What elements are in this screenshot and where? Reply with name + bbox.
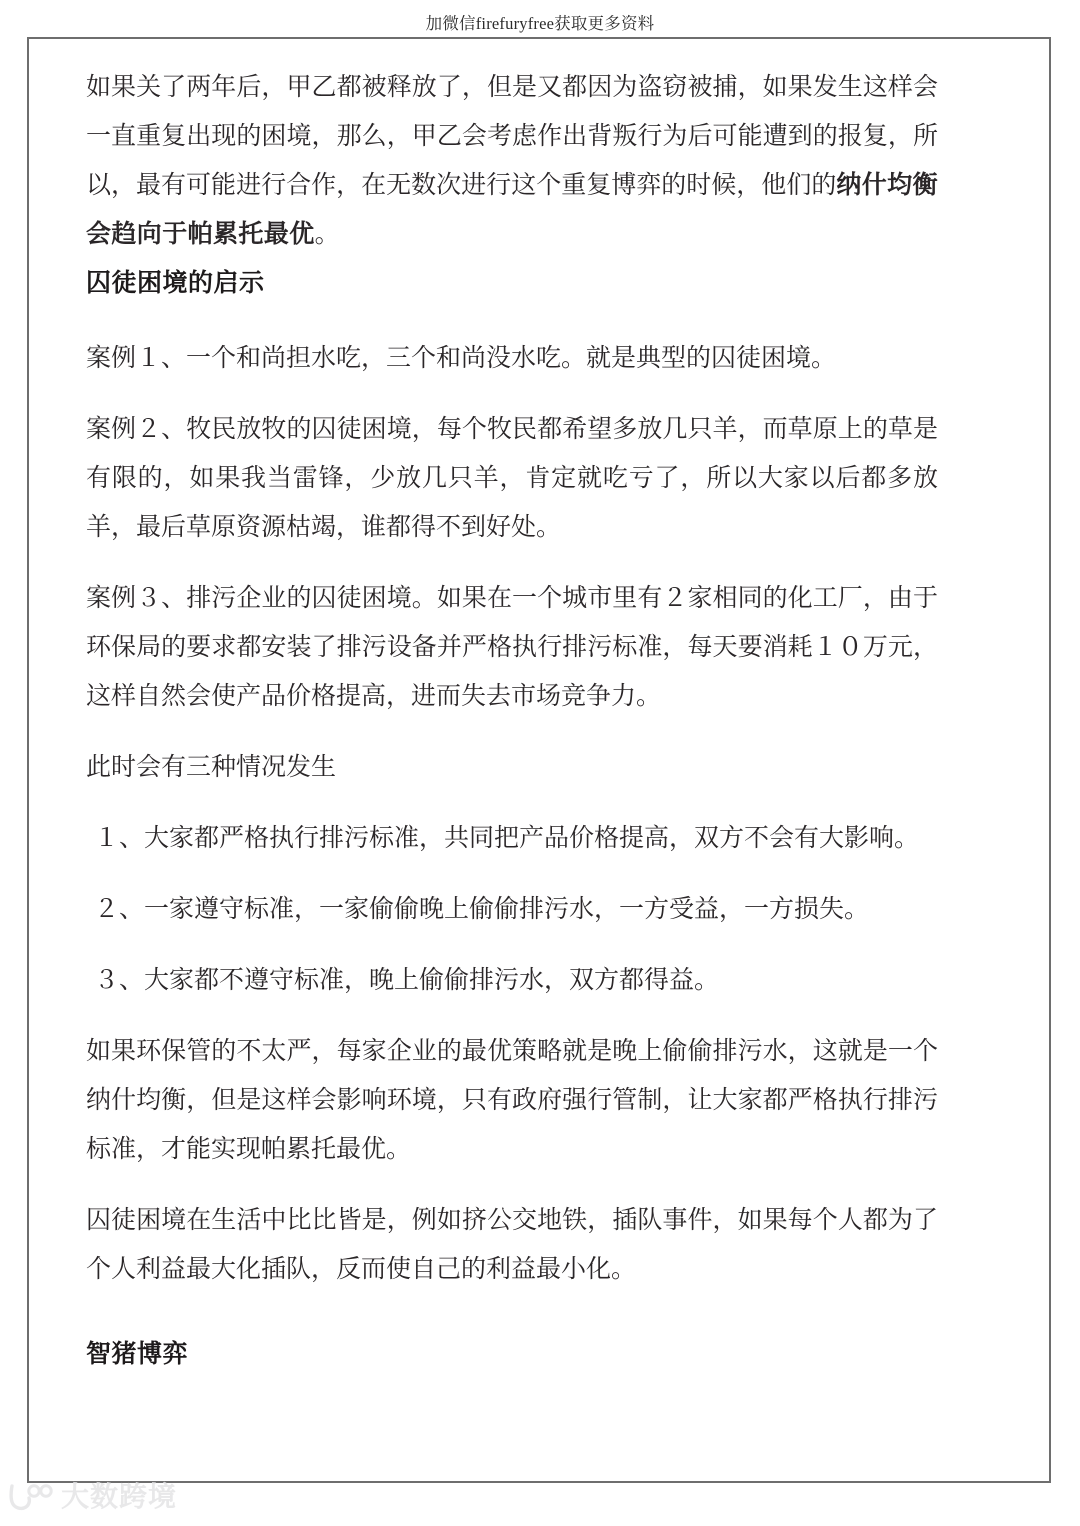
list-item-situation-2: ２、一家遵守标准，一家偷偷晚上偷偷排污水，一方受益，一方损失。 [94, 896, 870, 923]
paragraph-case-2: 案例２、牧民放牧的囚徒困境，每个牧民都希望多放几只羊，而草原上的草是有限的，如果我当雷锋，少放几只羊，肯定就吃亏了，所以大家以后都多放羊，最后草原资源枯竭，谁都得不到好处。 [86, 416, 938, 541]
paragraph-repeated-game-emphasis: 纳什均衡会趋向于帕累托最优 [86, 171, 938, 248]
watermark [8, 1482, 177, 1512]
paragraph-repeated-game-text-1: 如果关了两年后，甲乙都被释放了，但是又都因为盗窃被捕，如果发生这样会一直重复出现的困境，那么，甲乙会考虑作出背叛行为后可能遭到的报复，所以，最有可能进行合作，在无数次进行这个重复博弈的时候，他们的 [86, 74, 938, 199]
section-heading-boxed-pigs-game: 智猪博弈 [86, 1340, 189, 1368]
paragraph-three-situations-intro: 此时会有三种情况发生 [86, 754, 337, 781]
list-item-situation-1: １、大家都严格执行排污标准，共同把产品价格提高，双方不会有大影响。 [94, 825, 920, 852]
paragraph-regulation: 如果环保管的不太严，每家企业的最优策略就是晚上偷偷排污水，这就是一个纳什均衡，但是这样会影响环境，只有政府强行管制，让大家都严格执行排污标准，才能实现帕累托最优。 [86, 1038, 938, 1163]
document-body [86, 63, 938, 1405]
paragraph-case-1: 案例１、一个和尚担水吃，三个和尚没水吃。就是典型的囚徒困境。 [86, 345, 837, 372]
paragraph-daily-life: 囚徒困境在生活中比比皆是，例如挤公交地铁，插队事件，如果每个人都为了个人利益最大化插队，反而使自己的利益最小化。 [86, 1207, 938, 1283]
paragraph-repeated-game [86, 63, 938, 259]
section-heading-prisoners-dilemma-lessons: 囚徒困境的启示 [86, 269, 265, 297]
brand-logo-icon [8, 1482, 54, 1512]
paragraph-case-3: 案例３、排污企业的囚徒困境。如果在一个城市里有２家相同的化工厂，由于环保局的要求都安装了排污设备并严格执行排污标准，每天要消耗１０万元，这样自然会使产品价格提高，进而失去市场竞争力。 [86, 585, 938, 710]
list-item-situation-3: ３、大家都不遵守标准，晚上偷偷排污水，双方都得益。 [94, 967, 720, 994]
paragraph-repeated-game-text-2: 。 [314, 221, 340, 248]
watermark-brand-text: 大数跨境 [61, 1481, 178, 1512]
document-header-text: 加微信firefuryfree获取更多资料 [425, 14, 655, 33]
